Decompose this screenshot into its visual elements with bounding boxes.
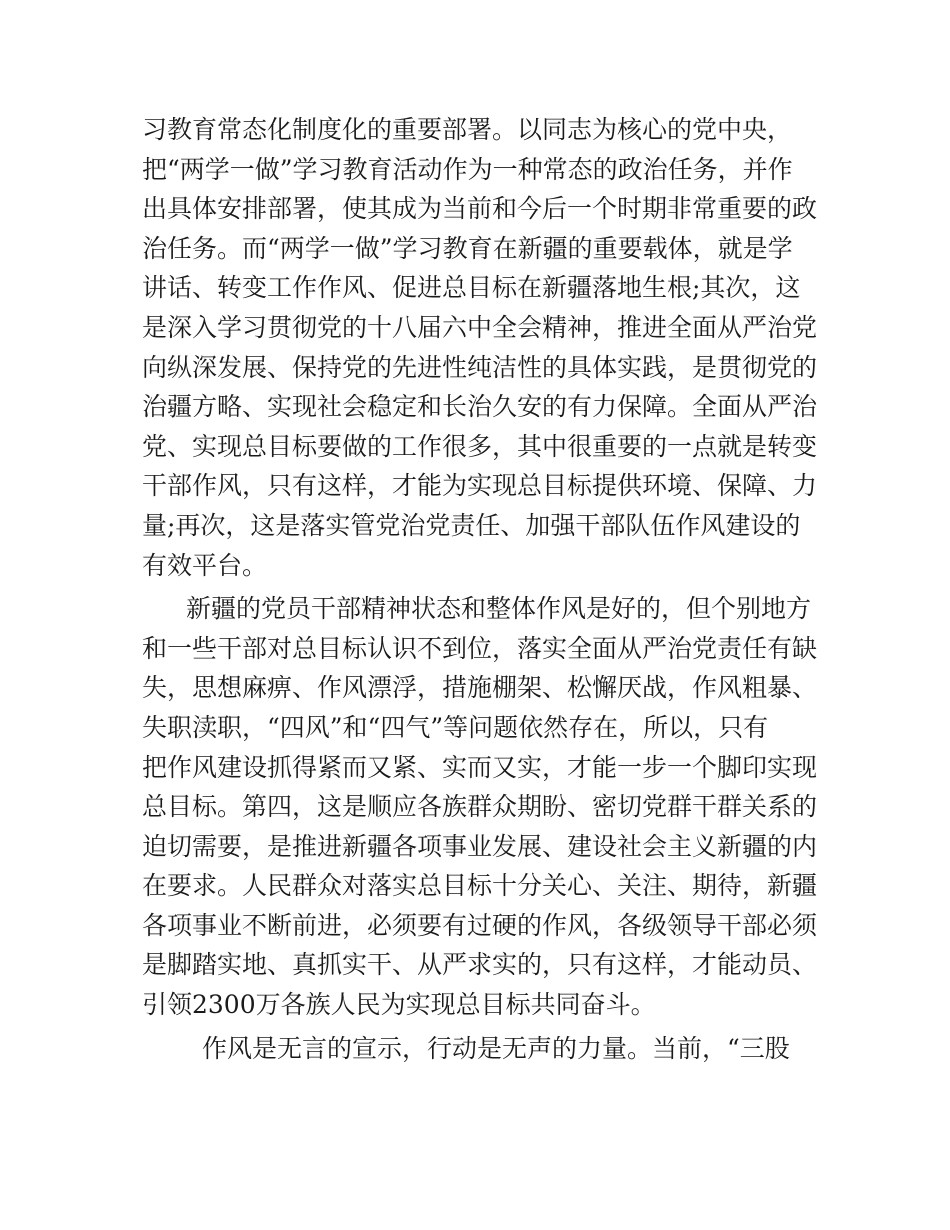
paragraph-3 <box>142 1029 822 1069</box>
text-line: 把“两学一做”学习教育活动作为一种常态的政治任务，并作 <box>142 154 793 184</box>
text-line: 讲话、转变工作作风、促进总目标在新疆落地生根;其次，这 <box>142 273 801 303</box>
text-line: 治疆方略、实现社会稳定和长治久安的有力保障。全面从严治 <box>142 392 818 422</box>
text-line: 出具体安排部署，使其成为当前和今后一个时期非常重要的政 <box>142 194 818 224</box>
text-line: 新疆的党员干部精神状态和整体作风是好的，但个别地方 <box>186 594 812 624</box>
paragraph-2 <box>142 589 822 1025</box>
text-line: 在要求。人民群众对落实总目标十分关心、关注、期待，新疆 <box>142 871 818 901</box>
text-line: 党、实现总目标要做的工作很多，其中很重要的一点就是转变 <box>142 431 818 461</box>
text-line: 和一些干部对总目标认识不到位，落实全面从严治党责任有缺 <box>142 633 818 663</box>
paragraph-1 <box>142 110 822 585</box>
text-line: 治任务。而“两学一做”学习教育在新疆的重要载体，就是学 <box>142 233 793 263</box>
text-line: 各项事业不断前进，必须要有过硬的作风，各级领导干部必须 <box>142 910 818 940</box>
text-line: 向纵深发展、保持党的先进性纯洁性的具体实践，是贯彻党的 <box>142 352 818 382</box>
text-line: 失，思想麻痹、作风漂浮，措施棚架、松懈厌战，作风粗暴、 <box>142 673 818 703</box>
text-line: 作风是无言的宣示，行动是无声的力量。当前，“三股 <box>202 1033 790 1063</box>
text-line: 习教育常态化制度化的重要部署。以同志为核心的党中央， <box>142 115 793 144</box>
text-line: 把作风建设抓得紧而又紧、实而又实，才能一步一个脚印实现 <box>142 752 818 782</box>
text-line: 引领2300万各族人民为实现总目标共同奋斗。 <box>142 990 656 1020</box>
text-line: 是脚踏实地、真抓实干、从严求实的，只有这样，才能动员、 <box>142 950 818 980</box>
text-line: 迫切需要，是推进新疆各项事业发展、建设社会主义新疆的内 <box>142 831 818 861</box>
text-line: 量;再次，这是落实管党治党责任、加强干部队伍作风建设的 <box>142 510 801 540</box>
text-line: 总目标。第四，这是顺应各族群众期盼、密切党群干群关系的 <box>142 792 818 822</box>
text-line: 干部作风，只有这样，才能为实现总目标提供环境、保障、力 <box>142 471 818 501</box>
text-line: 失职渎职，“四风”和“四气”等问题依然存在，所以，只有 <box>142 712 769 742</box>
text-line: 有效平台。 <box>142 550 268 580</box>
text-line: 是深入学习贯彻党的十八届六中全会精神，推进全面从严治党 <box>142 312 818 342</box>
document-body <box>142 110 822 1068</box>
